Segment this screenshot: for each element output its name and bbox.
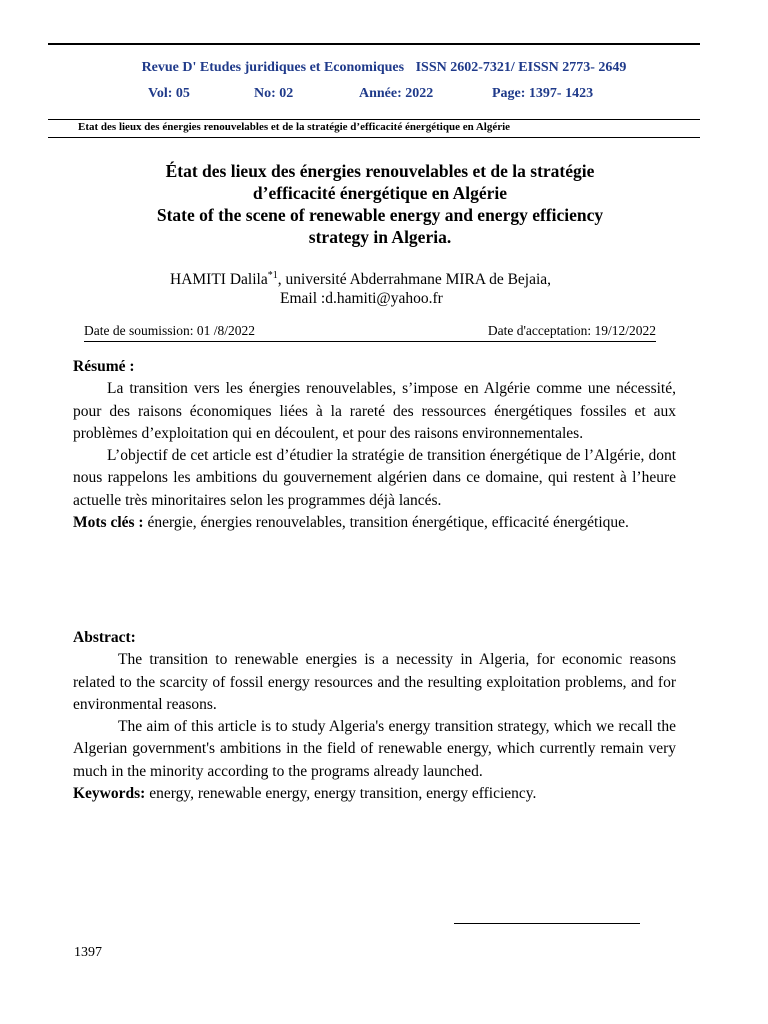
- resume-paragraph-1: La transition vers les énergies renouvelables, s’impose en Algérie comme une nécessité, pour des raisons économiques liées à la rareté des ressources énergétiques fossiles et aux problèmes d’exploitation qui en découlent, et pour des raisons environnementales.: [73, 380, 676, 442]
- page-range: Page: 1397- 1423: [492, 86, 594, 101]
- acceptance-date: Date d'acceptation: 19/12/2022: [487, 323, 656, 338]
- author-email: Email :d.hamiti@yahoo.fr: [280, 290, 443, 307]
- article-title: [60, 160, 700, 248]
- abstract-section: [73, 627, 676, 805]
- title-fr-line-1: État des lieux des énergies renouvelables et de la stratégie: [165, 161, 595, 181]
- author-name: HAMITI Dalila: [170, 271, 268, 289]
- volume: Vol: 05: [148, 86, 190, 101]
- journal-issn: ISSN 2602-7321/ EISSN 2773- 2649: [415, 60, 627, 75]
- issue-number: No: 02: [254, 86, 294, 101]
- abstract-paragraph-1: The transition to renewable energies is a necessity in Algeria, for economic reasons related to the scarcity of fossil energy resources and the resulting exploitation problems, and for environmental reasons.: [73, 651, 676, 713]
- journal-name: Revue D' Etudes juridiques et Economiques: [141, 60, 405, 75]
- author-marker: *1: [267, 270, 278, 281]
- page-number: 1397: [74, 945, 102, 960]
- running-title: Etat des lieux des énergies renouvelables et de la stratégie d’efficacité énergétique en Algérie: [78, 121, 511, 133]
- resume-section: [73, 356, 676, 534]
- abstract-keywords: [73, 783, 676, 805]
- resume-keywords: [73, 512, 676, 534]
- title-en-line-1: State of the scene of renewable energy and energy efficiency: [156, 205, 604, 225]
- abstract-keywords-text: energy, renewable energy, energy transition, energy efficiency.: [149, 785, 537, 803]
- author-line: [170, 270, 551, 289]
- resume-paragraph-2: L’objectif de cet article est d’étudier la stratégie de transition énergétique de l’Algérie, dont nous rappelons les ambitions du gouvernement algérien dans ce domaine, qui restent à l’heure actuelle très minoritaires selon les programmes déjà lancés.: [73, 447, 676, 509]
- resume-keywords-label: Mots clés :: [73, 514, 144, 532]
- journal-header: [0, 60, 768, 76]
- submission-date: Date de soumission: 01 /8/2022: [84, 323, 255, 338]
- resume-keywords-text: énergie, énergies renouvelables, transition énergétique, efficacité énergétique.: [147, 514, 629, 532]
- title-en-line-2: strategy in Algeria.: [308, 227, 452, 247]
- author-affiliation: , université Abderrahmane MIRA de Bejaia,: [277, 271, 552, 289]
- resume-heading: Résumé :: [73, 358, 135, 375]
- abstract-heading: Abstract:: [73, 629, 136, 646]
- footnote-rule: [454, 923, 640, 924]
- year: Année: 2022: [359, 86, 434, 101]
- abstract-paragraph-2: The aim of this article is to study Algeria's energy transition strategy, which we recall the Algerian government's ambitions in the field of renewable energy, which currently remain very much in the minority according to the programs already launched.: [73, 718, 676, 780]
- title-fr-line-2: d’efficacité énergétique en Algérie: [252, 183, 508, 203]
- top-rule: [48, 43, 700, 45]
- abstract-keywords-label: Keywords:: [73, 785, 146, 803]
- dates-row: [84, 323, 656, 342]
